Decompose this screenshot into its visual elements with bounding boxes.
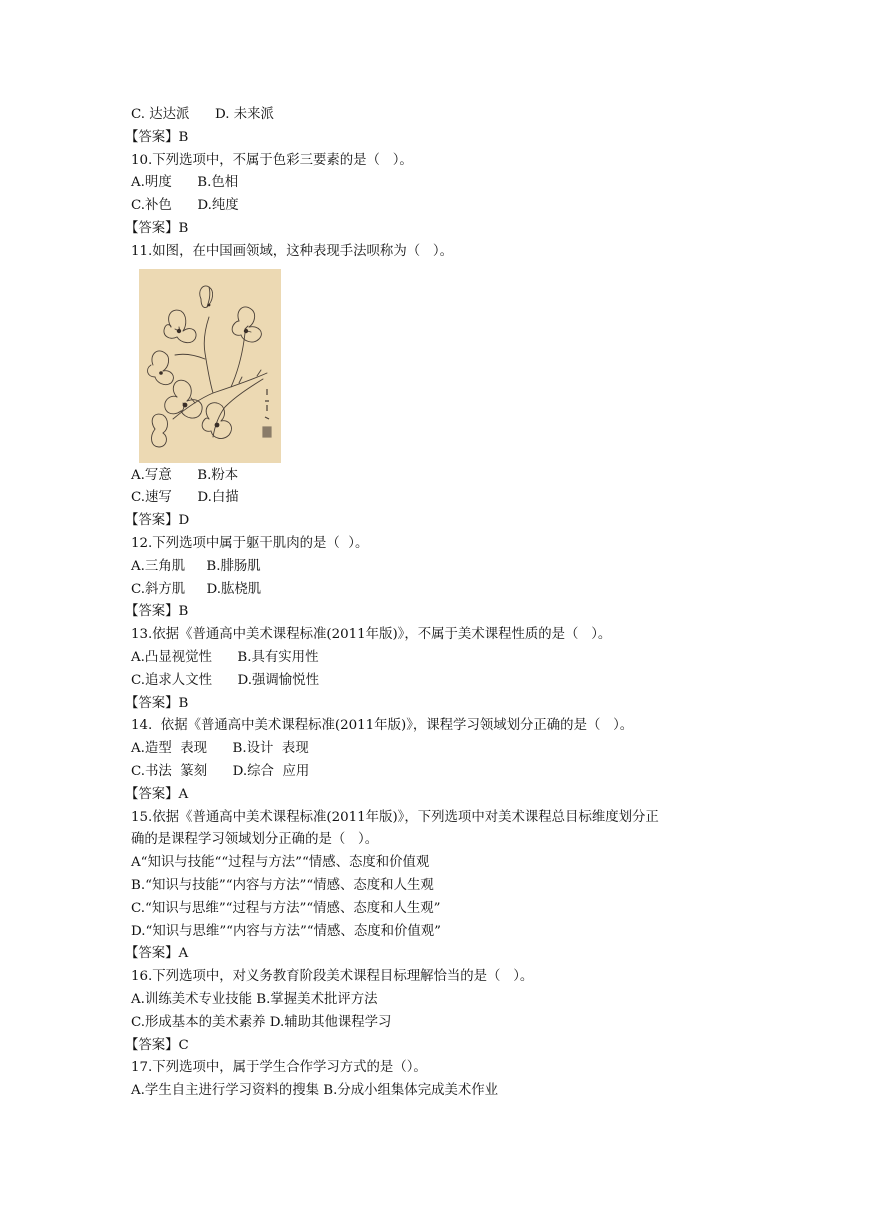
option-line: A“知识与技能““过程与方法”“情感、态度和价值观 (131, 855, 430, 871)
question-line: 16.下列选项中，对义务教育阶段美术课程目标理解恰当的是（ ）。 (131, 969, 534, 985)
answer-line: 【答案】C (125, 1037, 189, 1053)
magnolia-drawing-image (139, 269, 281, 463)
document-page (125, 104, 771, 1103)
option-line: C.追求人文性 D.强调愉悦性 (131, 672, 319, 688)
option-line: A.训练美术专业技能 B.掌握美术批评方法 (131, 991, 378, 1007)
answer-line: 【答案】D (125, 513, 190, 529)
question-line: 15.依据《普通高中美术课程标准(2011年版)》，下列选项中对美术课程总目标维度划分正 (131, 809, 659, 825)
question-line: 12.下列选项中属于躯干肌肉的是（ ）。 (131, 535, 369, 551)
magnolia-ink-sketch (139, 269, 281, 463)
option-line: C.斜方肌 D.肱桡肌 (131, 581, 262, 597)
option-line: A.明度 B.色相 (131, 175, 239, 191)
answer-line: 【答案】B (125, 695, 189, 711)
option-line: C.速写 D.白描 (131, 490, 239, 506)
answer-line: 【答案】A (125, 786, 189, 802)
option-line: C. 达达派 D. 未来派 (131, 107, 274, 122)
option-line: A.学生自主进行学习资料的搜集 B.分成小组集体完成美术作业 (131, 1083, 499, 1099)
question-line: 确的是课程学习领域划分正确的是（ ）。 (131, 832, 379, 848)
answer-line: 【答案】A (125, 946, 189, 962)
option-line: A.写意 B.粉本 (131, 467, 239, 483)
answer-line: 【答案】B (125, 129, 189, 145)
question-line: 10.下列选项中，不属于色彩三要素的是（ ）。 (131, 152, 413, 168)
option-line: C.补色 D.纯度 (131, 198, 239, 214)
option-line: A.三角肌 B.腓肠肌 (131, 558, 261, 574)
option-line: B.“知识与技能”“内容与方法”“情感、态度和人生观 (131, 877, 434, 893)
option-line: A.造型 表现 B.设计 表现 (131, 741, 309, 757)
option-line: A.凸显视觉性 B.具有实用性 (131, 649, 319, 665)
question-line: 14. 依据《普通高中美术课程标准(2011年版)》，课程学习领域划分正确的是（ ）。 (131, 718, 634, 734)
option-line: C.形成基本的美术素养 D.辅助其他课程学习 (131, 1014, 392, 1030)
option-line: C.书法 篆刻 D.综合 应用 (131, 763, 310, 779)
answer-line: 【答案】B (125, 604, 189, 620)
question-line: 11.如图，在中国画领域，这种表现手法呗称为（ ）。 (131, 243, 453, 259)
answer-line: 【答案】B (125, 220, 189, 236)
question-line: 17.下列选项中，属于学生合作学习方式的是（）。 (131, 1060, 427, 1076)
option-line: C.“知识与思维”“过程与方法”“情感、态度和人生观” (131, 900, 441, 916)
option-line: D.“知识与思维”“内容与方法”“情感、态度和价值观” (131, 923, 442, 939)
question-line: 13.依据《普通高中美术课程标准(2011年版)》，不属于美术课程性质的是（ ）。 (131, 627, 612, 643)
